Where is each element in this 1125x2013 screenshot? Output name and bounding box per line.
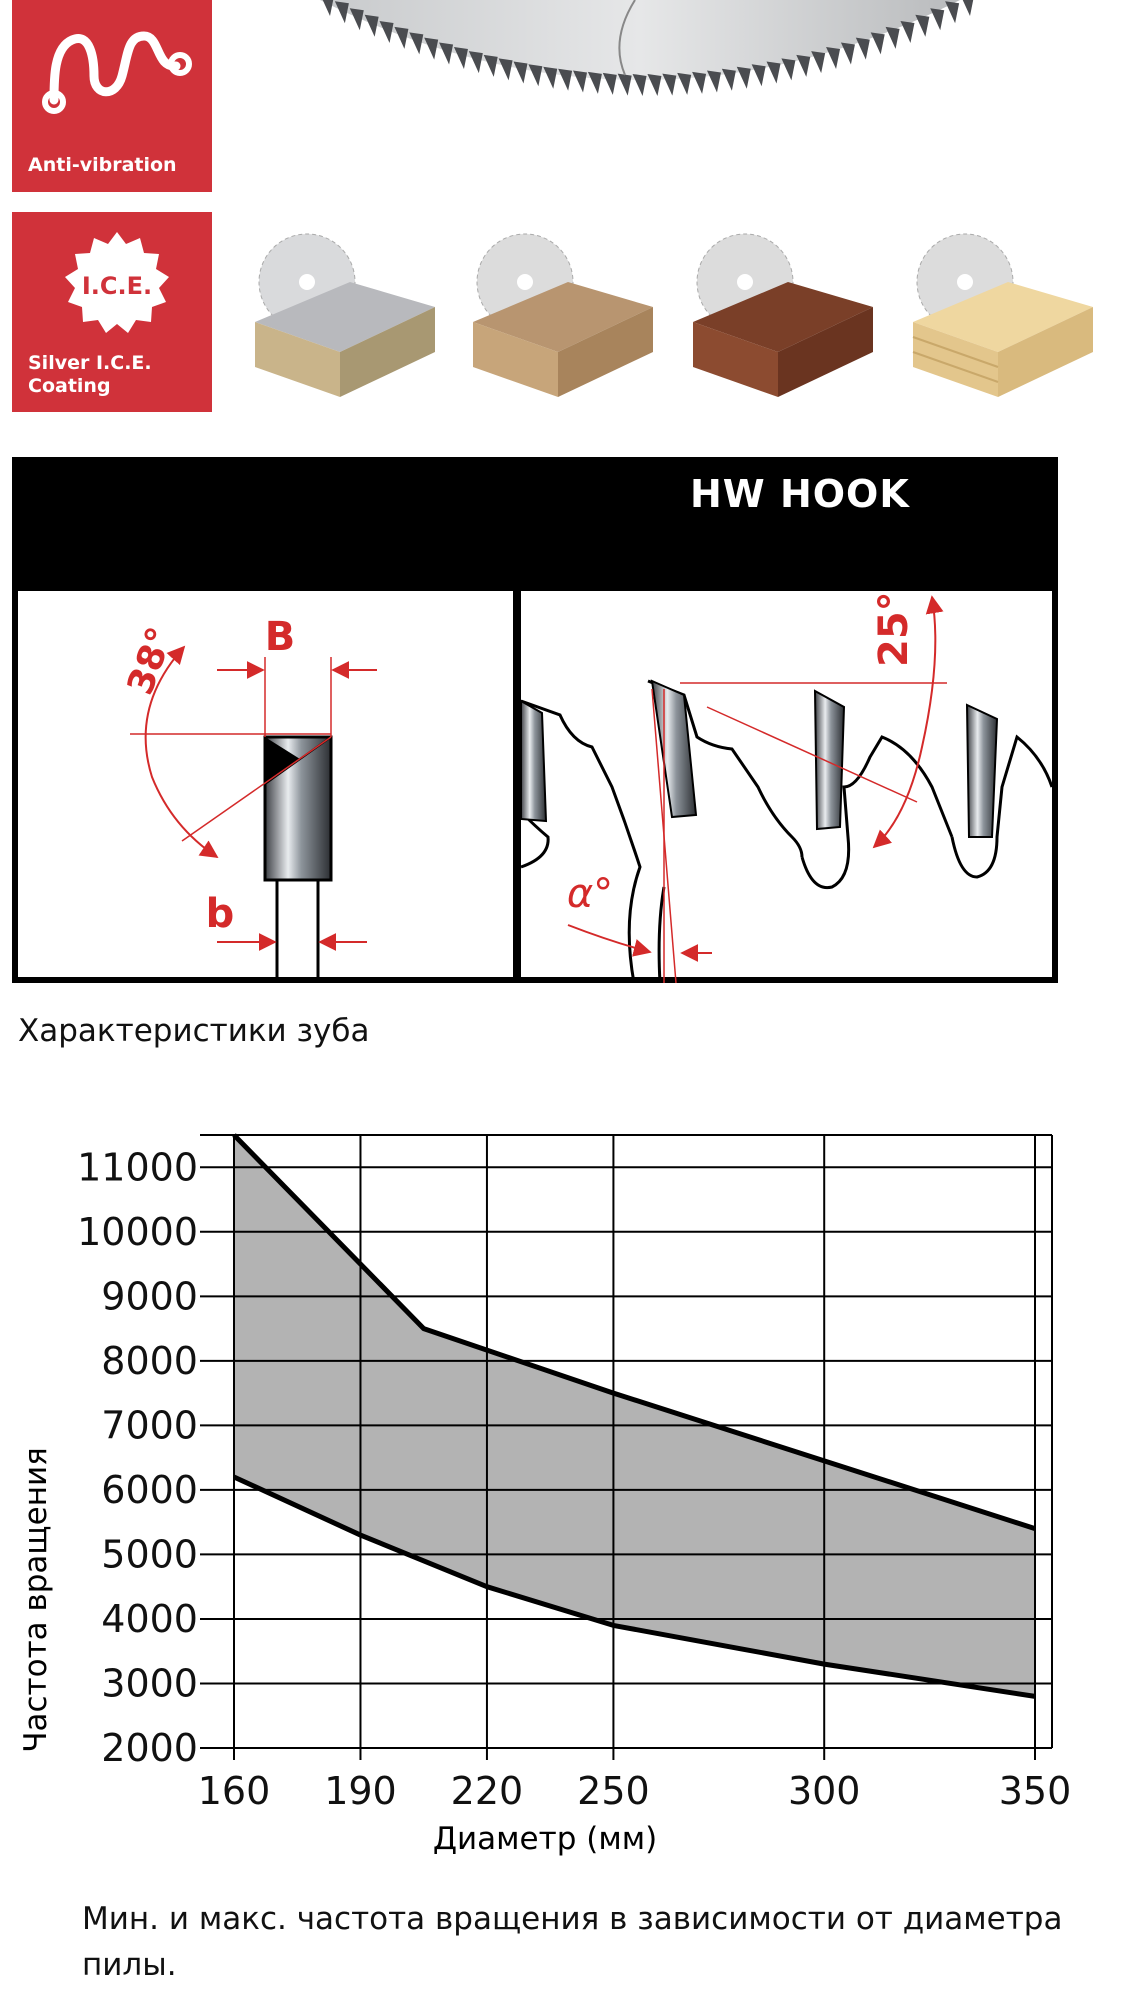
y-tick-label: 6000 [101,1467,198,1512]
x-tick-label: 350 [998,1769,1072,1813]
anti-vibration-badge [12,0,212,192]
ice-seal-icon [62,228,172,338]
anti-vibration-label: Anti-vibration [28,154,177,176]
wave-icon [32,18,202,118]
hook-angle-label: 25° [871,591,917,667]
saw-blade-image [300,0,980,115]
tooth-caption: Характеристики зуба [18,1013,370,1049]
saw-on-light-wood-icon [463,212,658,412]
ice-label-line1: Silver I.C.E. [28,352,152,374]
chart-caption: Мин. и макс. частота вращения в зависимости от диаметра пилы. [82,1901,1063,1983]
clearance-alpha-label: α° [566,871,614,917]
y-tick-label: 4000 [101,1596,198,1641]
diagram-title: HW HOOK [690,472,910,516]
x-tick-label: 190 [324,1769,397,1813]
saw-on-dark-wood-icon [683,212,878,412]
rpm-range-band [234,1135,1035,1696]
y-tick-label: 10000 [77,1209,198,1254]
y-axis-label: Частота вращения [18,1447,54,1753]
y-tick-label: 5000 [101,1532,198,1577]
y-tick-label: 9000 [101,1274,198,1319]
rpm-chart [0,1110,1125,1870]
x-tick-label: 250 [577,1769,650,1813]
y-tick-label: 3000 [101,1661,198,1706]
ice-label-line2: Coating [28,375,111,397]
y-tick-label: 7000 [101,1403,198,1448]
x-tick-label: 160 [197,1769,271,1813]
kerf-b-label: b [205,891,235,937]
x-tick-label: 300 [787,1769,861,1813]
width-B-label: B [264,614,296,660]
saw-on-particleboard-icon [245,212,440,412]
x-axis-label: Диаметр (мм) [432,1821,658,1857]
ice-logo-text: I.C.E. [81,272,153,300]
side-angle-label: 38° [119,622,182,701]
ice-coating-badge [12,212,212,412]
tooth-diagram [12,457,1058,983]
y-tick-label: 2000 [101,1726,198,1770]
saw-on-plywood-icon [903,212,1098,412]
x-tick-label: 220 [450,1769,524,1813]
y-tick-label: 8000 [101,1338,198,1383]
y-tick-label: 11000 [77,1145,198,1190]
